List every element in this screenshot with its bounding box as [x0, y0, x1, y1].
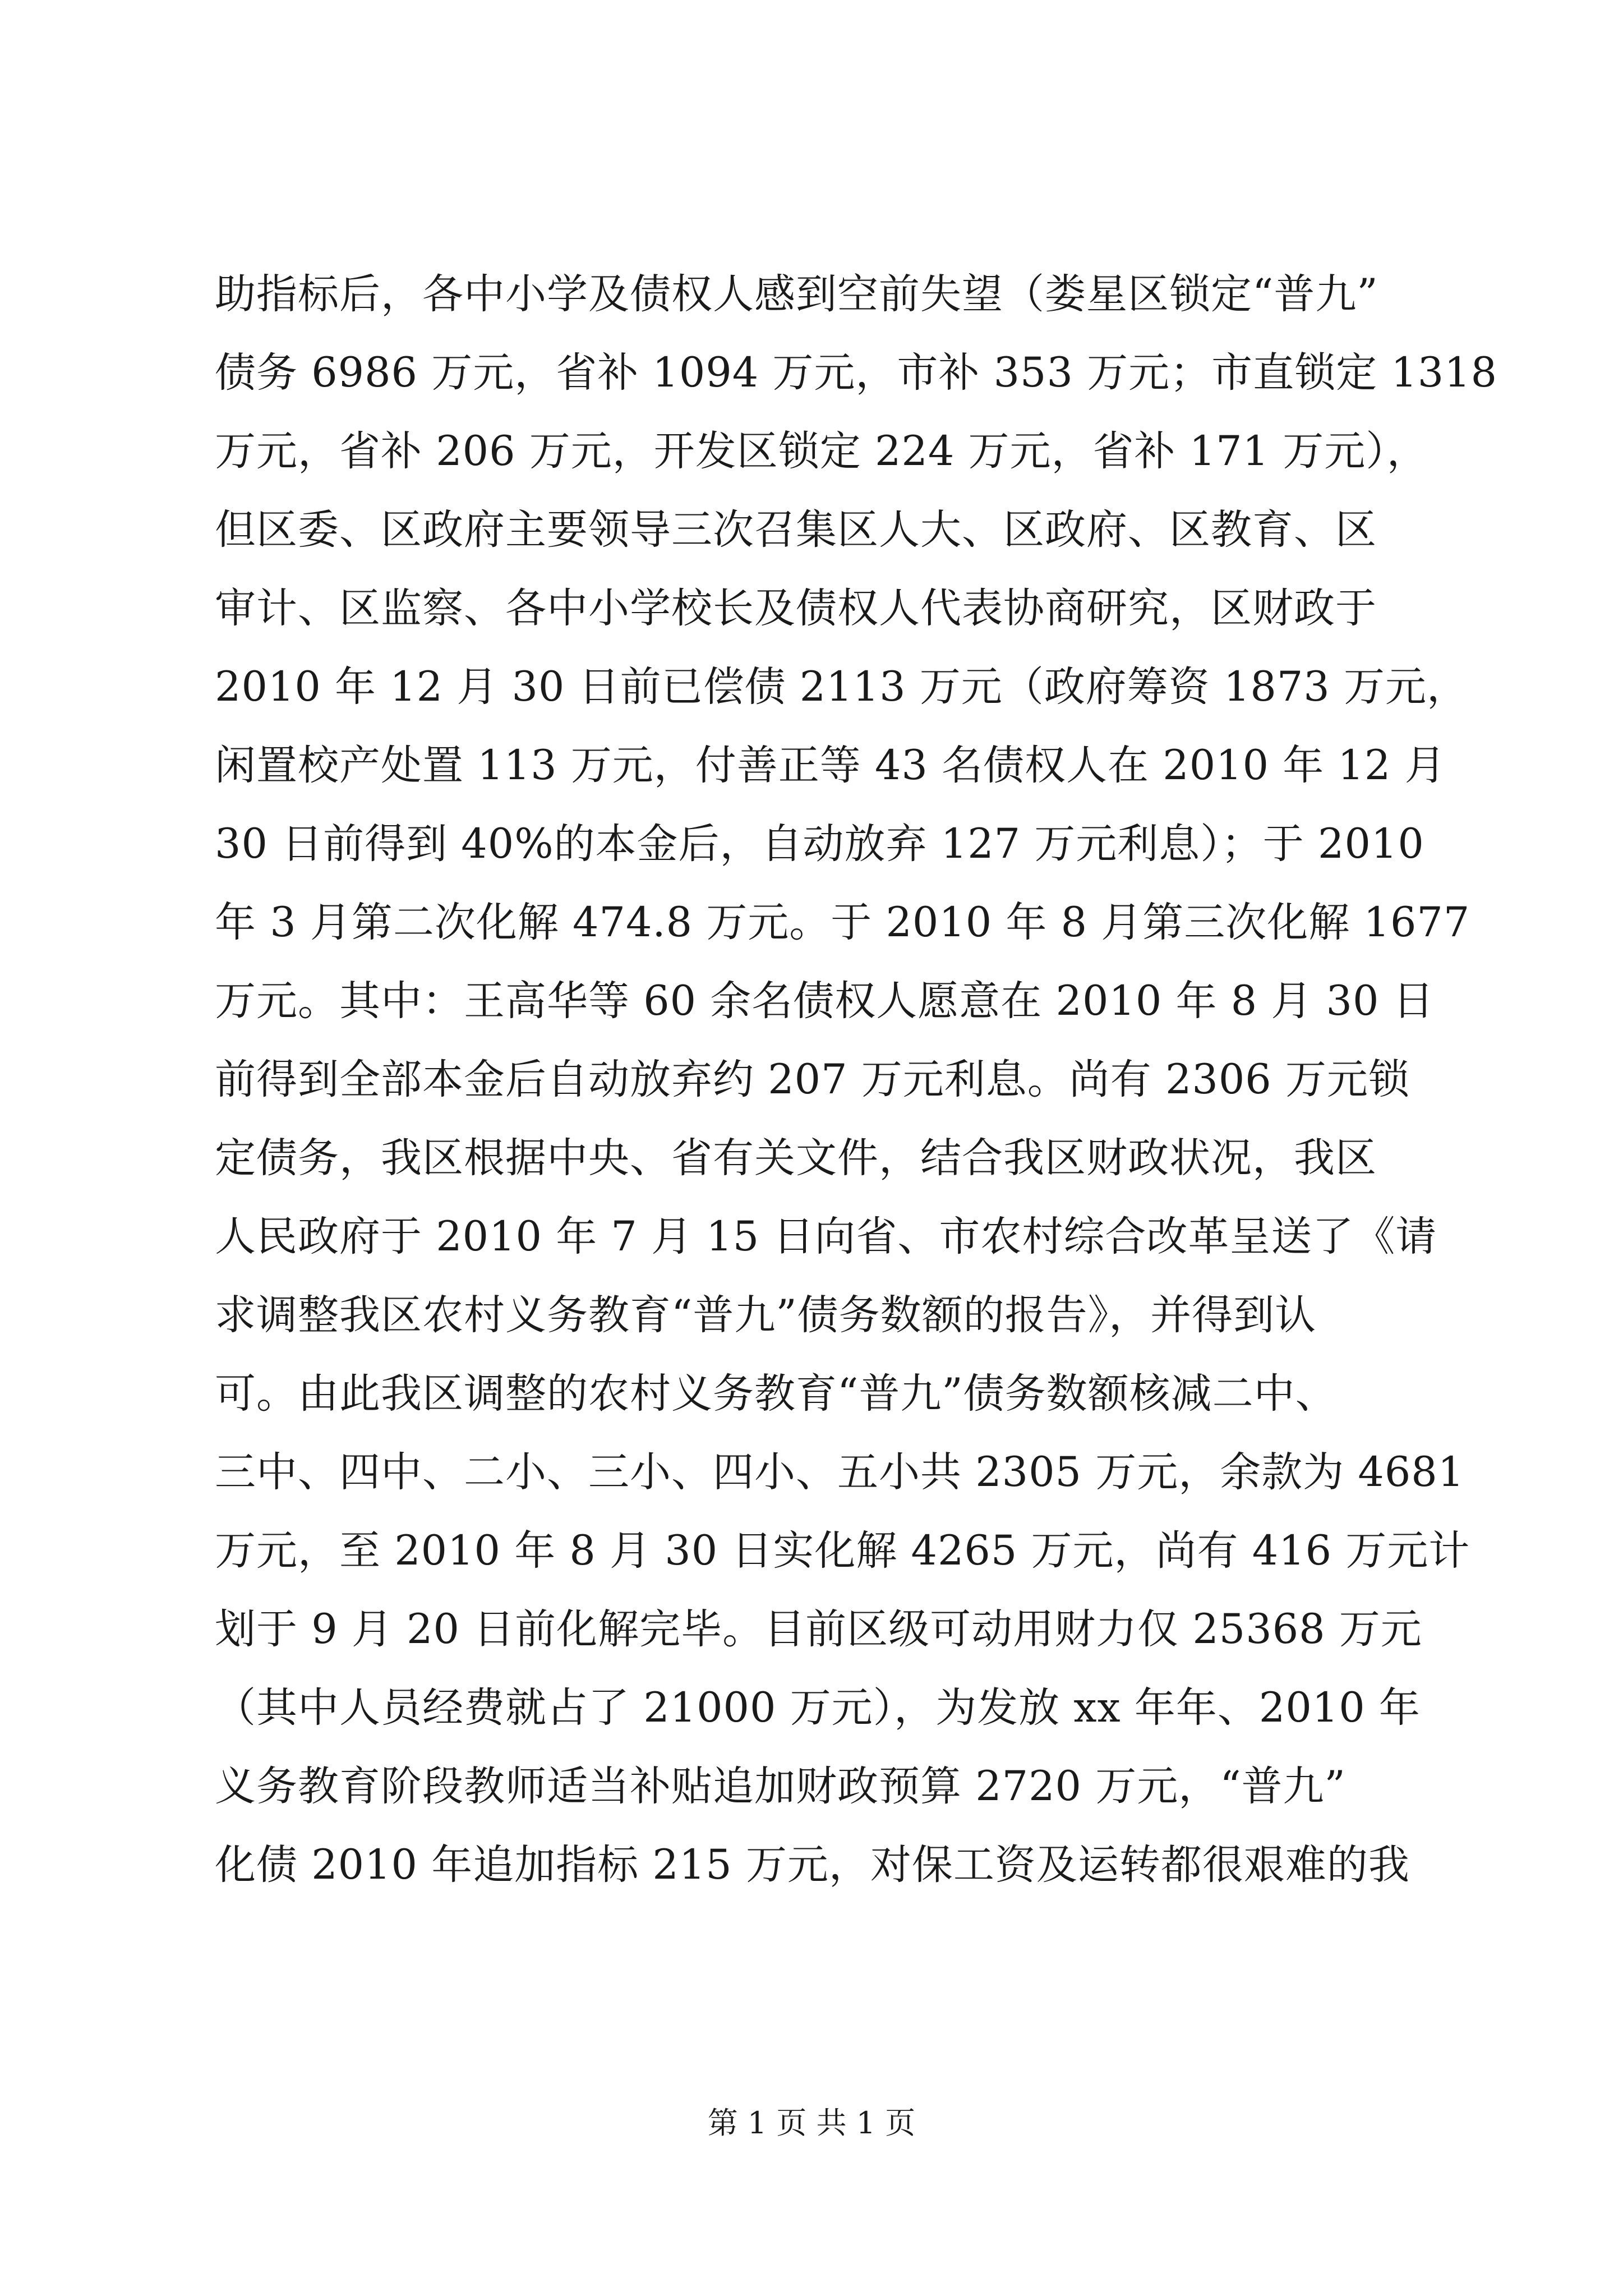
text-line: 义务教育阶段教师适当补贴追加财政预算 2720 万元，“普九” — [215, 1763, 1346, 1810]
text-line: 化债 2010 年追加指标 215 万元，对保工资及运转都很艰难的我 — [215, 1841, 1410, 1889]
text-line: 审计、区监察、各中小学校长及债权人代表协商研究，区财政于 — [215, 585, 1377, 632]
text-line: 万元，至 2010 年 8 月 30 日实化解 4265 万元，尚有 416 万元计 — [215, 1527, 1470, 1575]
text-line: 定债务，我区根据中央、省有关文件，结合我区财政状况，我区 — [215, 1134, 1377, 1182]
text-line: 人民政府于 2010 年 7 月 15 日向省、市农村综合改革呈送了《请 — [215, 1213, 1437, 1260]
text-line: 可。由此我区调整的农村义务教育“普九”债务数额核减二中、 — [215, 1370, 1337, 1418]
text-line: 债务 6986 万元，省补 1094 万元，市补 353 万元；市直锁定 1318 — [215, 349, 1498, 397]
text-line: 闲置校产处置 113 万元，付善正等 43 名债权人在 2010 年 12 月 — [215, 742, 1446, 789]
text-line: 前得到全部本金后自动放弃约 207 万元利息。尚有 2306 万元锁 — [215, 1056, 1410, 1103]
body-text — [215, 255, 1498, 1904]
text-line: （其中人员经费就占了 21000 万元），为发放 xx 年年、2010 年 — [215, 1684, 1421, 1732]
text-line: 万元，省补 206 万元，开发区锁定 224 万元，省补 171 万元）， — [215, 427, 1428, 475]
text-line: 万元。其中：王高华等 60 余名债权人愿意在 2010 年 8 月 30 日 — [215, 977, 1435, 1025]
text-line: 助指标后，各中小学及债权人感到空前失望（娄星区锁定“普九” — [215, 270, 1378, 318]
text-line: 划于 9 月 20 日前化解完毕。目前区级可动用财力仅 25368 万元 — [215, 1605, 1422, 1653]
text-line: 三中、四中、二小、三小、四小、五小共 2305 万元，余款为 4681 — [215, 1448, 1465, 1496]
text-line: 30 日前得到 40%的本金后，自动放弃 127 万元利息）；于 2010 — [215, 820, 1424, 868]
text-line: 求调整我区农村义务教育“普九”债务数额的报告》，并得到认 — [215, 1291, 1317, 1339]
text-line: 年 3 月第二次化解 474.8 万元。于 2010 年 8 月第三次化解 1677 — [215, 899, 1470, 946]
text-line: 2010 年 12 月 30 日前已偿债 2113 万元（政府筹资 1873 万元， — [215, 663, 1468, 711]
text-line: 但区委、区政府主要领导三次召集区人大、区政府、区教育、区 — [215, 506, 1377, 554]
page-footer: 第 1 页 共 1 页 — [707, 2105, 916, 2141]
